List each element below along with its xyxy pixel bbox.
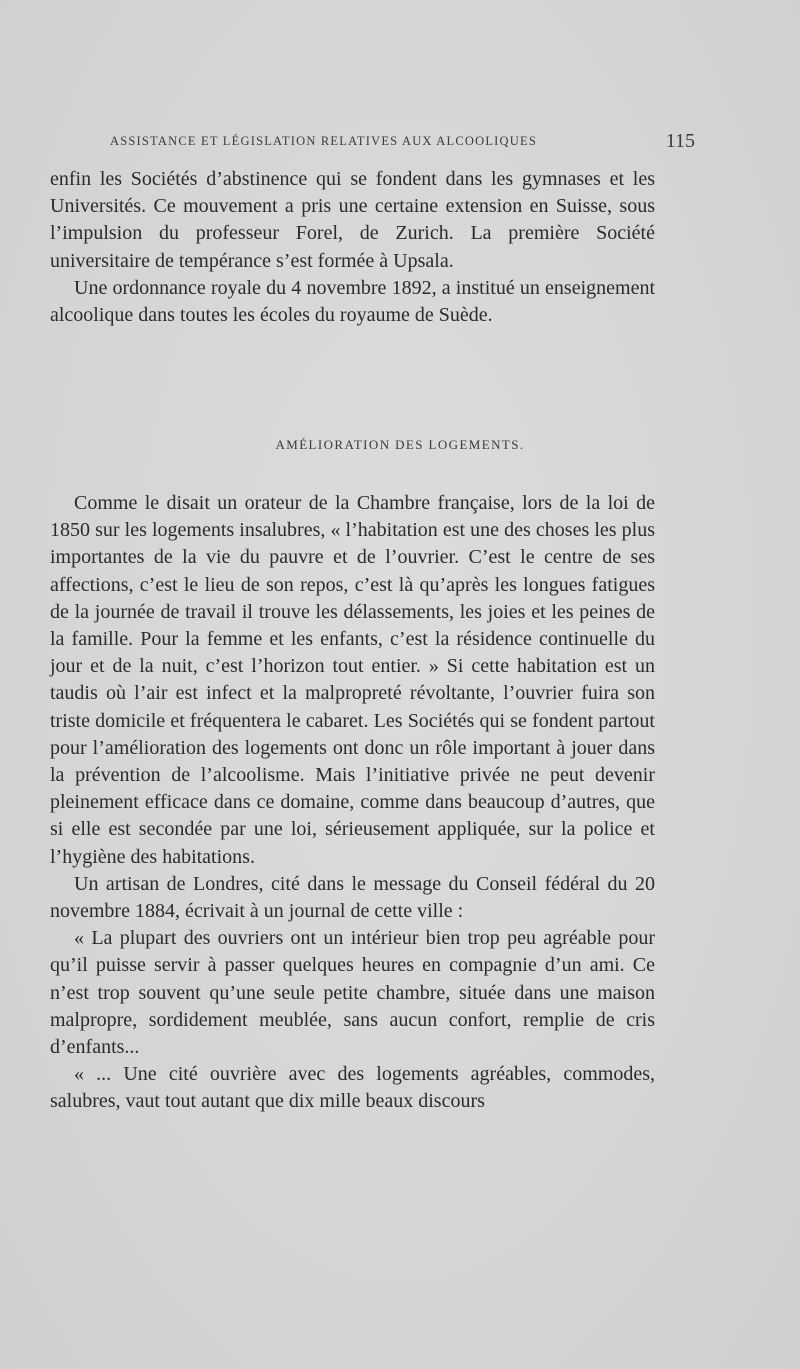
- section-heading: AMÉLIORATION DES LOGEMENTS.: [275, 437, 525, 452]
- paragraph: Un artisan de Londres, cité dans le message du Conseil fédéral du 20 novembre 1884, écrivait à un journal de cette ville :: [50, 872, 655, 923]
- paragraph: « La plupart des ouvriers ont un intérieur bien trop peu agréable pour qu’il puisse servir à passer quelques heures en compagnie d’un ami. Ce n’est trop souvent qu’une seule petite chambre, située dans une maison malpropre, sordidement meublée, sans aucun confort, remplie de cris d’enfants...: [50, 927, 655, 1059]
- paragraph: Une ordonnance royale du 4 novembre 1892, a institué un enseignement alcoolique dans toutes les écoles du royaume de Suède.: [50, 276, 655, 327]
- page-number: 115: [665, 130, 695, 152]
- paragraph: enfin les Sociétés d’abstinence qui se fondent dans les gymnases et les Universités. Ce mouvement a pris une certaine extension en Suisse, sous l’impulsion du professeur Forel, de Zurich. La première Société universitaire de tempérance s’est formée à Upsala.: [50, 168, 655, 272]
- paragraph: « ... Une cité ouvrière avec des logements agréables, commodes, salubres, vaut tout autant que dix mille beaux discours: [50, 1063, 655, 1113]
- text-block-top: [50, 166, 655, 329]
- paragraph: Comme le disait un orateur de la Chambre française, lors de la loi de 1850 sur les logements insalubres, « l’habitation est une des choses les plus importantes de la vie du pauvre et de l’ouvrier. C’est le centre de ses affections, c’est le lieu de son repos, c’est là qu’après les longues fatigues de la journée de travail il trouve les délassements, les joies et les peines de la famille. Pour la femme et les enfants, c’est la résidence continuelle du jour et de la nuit, c’est l’horizon tout entier. » Si cette habitation est un taudis où l’air est infect et la malpropreté révoltante, l’ouvrier fuira son triste domicile et fréquentera le cabaret. Les Sociétés qui se fondent partout pour l’amélioration des logements ont donc un rôle important à jouer dans la prévention de l’alcoolisme. Mais l’initiative privée ne peut devenir pleinement efficace dans ce domaine, comme dans beaucoup d’autres, que si elle est secondée par une loi, sérieusement appliquée, sur la police et l’hygiène des habitations.: [50, 492, 655, 868]
- text-block-main: [50, 490, 655, 1116]
- running-title: ASSISTANCE ET LÉGISLATION RELATIVES AUX ALCOOLIQUES: [110, 134, 537, 148]
